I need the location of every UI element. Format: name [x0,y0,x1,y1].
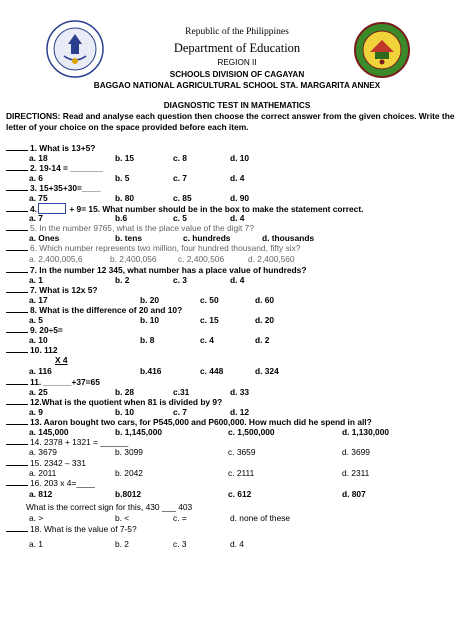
answer-blank[interactable] [6,524,28,532]
question-3 [6,183,101,193]
option-c: c. 5 [173,213,187,223]
option-c: c. 3 [173,275,187,285]
question-stem-post: + 9= 15. What number should be in the box to make the statement correct. [67,204,364,214]
question-stem: 16. 203 x 4=____ [30,478,95,488]
question-18 [6,524,137,534]
question-16 [6,478,95,488]
option-d: d. 3699 [342,447,370,457]
option-a: a. 1 [29,275,43,285]
question-stem: 15. 2342 – 331 [30,458,86,468]
question-stem: What is the correct sign for this, 430 ___ 403 [26,502,193,512]
question-stem: 13. Aaron bought two cars, for P545,000 and P600,000. How much did he spend in all? [30,417,372,427]
option-b: b. 2042 [115,468,143,478]
option-d: d. 4 [230,213,245,223]
option-c: c. 1,500,000 [228,427,275,437]
option-b: b. 10 [115,407,135,417]
option-d: d. 2 [255,335,270,345]
option-a: a. 17 [29,295,48,305]
option-a: a. 145,000 [29,427,69,437]
header-division: SCHOOLS DIVISION OF CAGAYAN [169,70,305,79]
option-d: d. 2,400,560 [248,254,295,264]
option-c: c. 2,400,506 [178,254,225,264]
option-c: c. = [173,513,187,523]
answer-blank[interactable] [6,478,28,486]
test-title: DIAGNOSTIC TEST IN MATHEMATICS [163,101,311,110]
question-2 [6,163,103,173]
answer-blank[interactable] [6,325,28,333]
question-stem: 9. 20÷5= [30,325,63,335]
option-a: a. 25 [29,387,48,397]
header-school: BAGGAO NATIONAL AGRICULTURAL SCHOOL STA. MARGARITA ANNEX [93,81,381,90]
option-c: c.31 [173,387,190,397]
option-c: c. 8 [173,153,187,163]
option-d: d. 33 [230,387,250,397]
option-c: c. 7 [173,173,187,183]
question-12 [6,397,222,407]
answer-blank[interactable] [6,163,28,171]
option-b: b. 10 [140,315,160,325]
question-stem: 14. 2378 + 1321 = ______ [30,437,129,447]
option-b: b. 20 [140,295,160,305]
question-10 [6,345,57,355]
question-stem: 5. In the number 9765, what is the place value of the digit 7? [30,223,254,233]
question-stem: 10. 112 [30,345,58,355]
option-c: c. 7 [173,407,187,417]
answer-blank[interactable] [6,204,28,212]
option-d: d. 60 [255,295,275,305]
option-b: b.6 [115,213,128,223]
question-7a [6,265,306,275]
option-a: a. 7 [29,213,43,223]
option-b: b. < [115,513,130,523]
answer-blank[interactable] [6,345,28,353]
question-13 [6,417,372,427]
right-seal-text [154,22,176,23]
option-c: c. 3 [173,539,187,549]
option-b: b. 8 [140,335,155,345]
question-stem: 11. ______+37=65 [30,377,100,387]
question-5 [6,223,254,233]
question-15 [6,458,86,468]
question-6 [6,243,300,253]
answer-blank[interactable] [6,397,28,405]
option-c: c. 4 [200,335,214,345]
option-a: a. Ones [29,233,60,243]
answer-blank[interactable] [6,305,28,313]
option-a: a. 10 [29,335,48,345]
option-d: d. 10 [230,153,250,163]
option-a: a. 3679 [29,447,57,457]
option-c: c. 50 [200,295,219,305]
question-stem: 7. What is 12x 5? [30,285,98,295]
option-b: b. 1,145,000 [115,427,163,437]
option-b: b. 15 [115,153,135,163]
option-b: b.416 [140,366,162,376]
question-14 [6,437,128,447]
option-d: d. 12 [230,407,250,417]
option-a: a. 2011 [29,468,57,478]
option-b: b. tens [115,233,142,243]
option-d: d. 324 [255,366,279,376]
option-a: a. 6 [29,173,43,183]
option-a: a. 812 [29,489,53,499]
question-stem-pre: 4. [30,204,37,214]
option-a: a. > [29,513,44,523]
answer-blank[interactable] [6,458,28,466]
header-republic: Republic of the Philippines [185,27,289,37]
option-a: a. 75 [29,193,48,203]
answer-blank[interactable] [6,377,28,385]
option-c: c. 612 [228,489,252,499]
answer-blank[interactable] [6,143,28,151]
header-region: REGION II [217,58,257,67]
option-a: a. 9 [29,407,43,417]
option-c: c. 448 [200,366,224,376]
question-stem: 8. What is the difference of 20 and 10? [30,305,183,315]
option-d: d. 4 [230,173,245,183]
header-department: Department of Education [173,41,301,55]
question-stem: 18. What is the value of 7-5? [30,524,137,534]
question-stem: 1. What is 13+5? [30,143,96,153]
option-b: b. 80 [115,193,135,203]
question-stem: 6. Which number represents two million, four hundred thousand, fifty six? [30,243,301,253]
answer-blank[interactable] [6,265,28,273]
answer-blank[interactable] [6,183,28,191]
question-11 [6,377,100,387]
option-d: d. 1,130,000 [342,427,390,437]
option-b: b. 2 [115,275,130,285]
option-d: d. 90 [230,193,250,203]
option-c: c. 3659 [228,447,256,457]
option-c: c. 2111 [228,468,255,478]
option-d: d. thousands [262,233,315,243]
answer-blank[interactable] [6,243,28,251]
question-17 [26,502,192,512]
option-c: c. 15 [200,315,219,325]
question-7b [6,285,98,295]
option-d: d. none of these [230,513,291,523]
directions: DIRECTIONS: Read and analyse each question then choose the correct answer from the given choices. Write the letter of your choice on the space provided before each item. [6,111,455,132]
option-c: c. hundreds [183,233,231,243]
option-c: c. 85 [173,193,192,203]
option-a: a. 2,400,005,6 [29,254,83,264]
option-a: a. 1 [29,539,43,549]
option-a: a. 116 [29,366,52,376]
option-b: b. 5 [115,173,130,183]
option-d: d. 4 [230,539,244,549]
option-d: d. 2311 [342,468,370,478]
option-d: d. 807 [342,489,366,499]
multiplier-line: X 4 [55,355,68,365]
question-stem: 2. 19-14 = _______ [30,163,103,173]
question-9 [6,325,63,335]
option-b: b. 3099 [115,447,143,457]
option-b: b.8012 [115,489,142,499]
option-a: a. 18 [29,153,48,163]
option-b: b. 2,400,056 [110,254,157,264]
option-d: d. 4 [230,275,245,285]
question-8 [6,305,182,315]
option-d: d. 20 [255,315,275,325]
answer-blank[interactable] [6,223,28,231]
option-b: b. 28 [115,387,135,397]
question-stem: 7. In the number 12 345, what number has a place value of hundreds? [30,265,307,275]
answer-blank[interactable] [6,437,28,445]
question-stem: 3. 15+35+30=____ [30,183,101,193]
answer-blank[interactable] [6,417,28,425]
option-b: b. 2 [115,539,129,549]
question-stem: 12.What is the quotient when 81 is divided by 9? [30,397,223,407]
option-a: a. 5 [29,315,43,325]
question-1 [6,143,95,153]
answer-blank[interactable] [6,285,28,293]
